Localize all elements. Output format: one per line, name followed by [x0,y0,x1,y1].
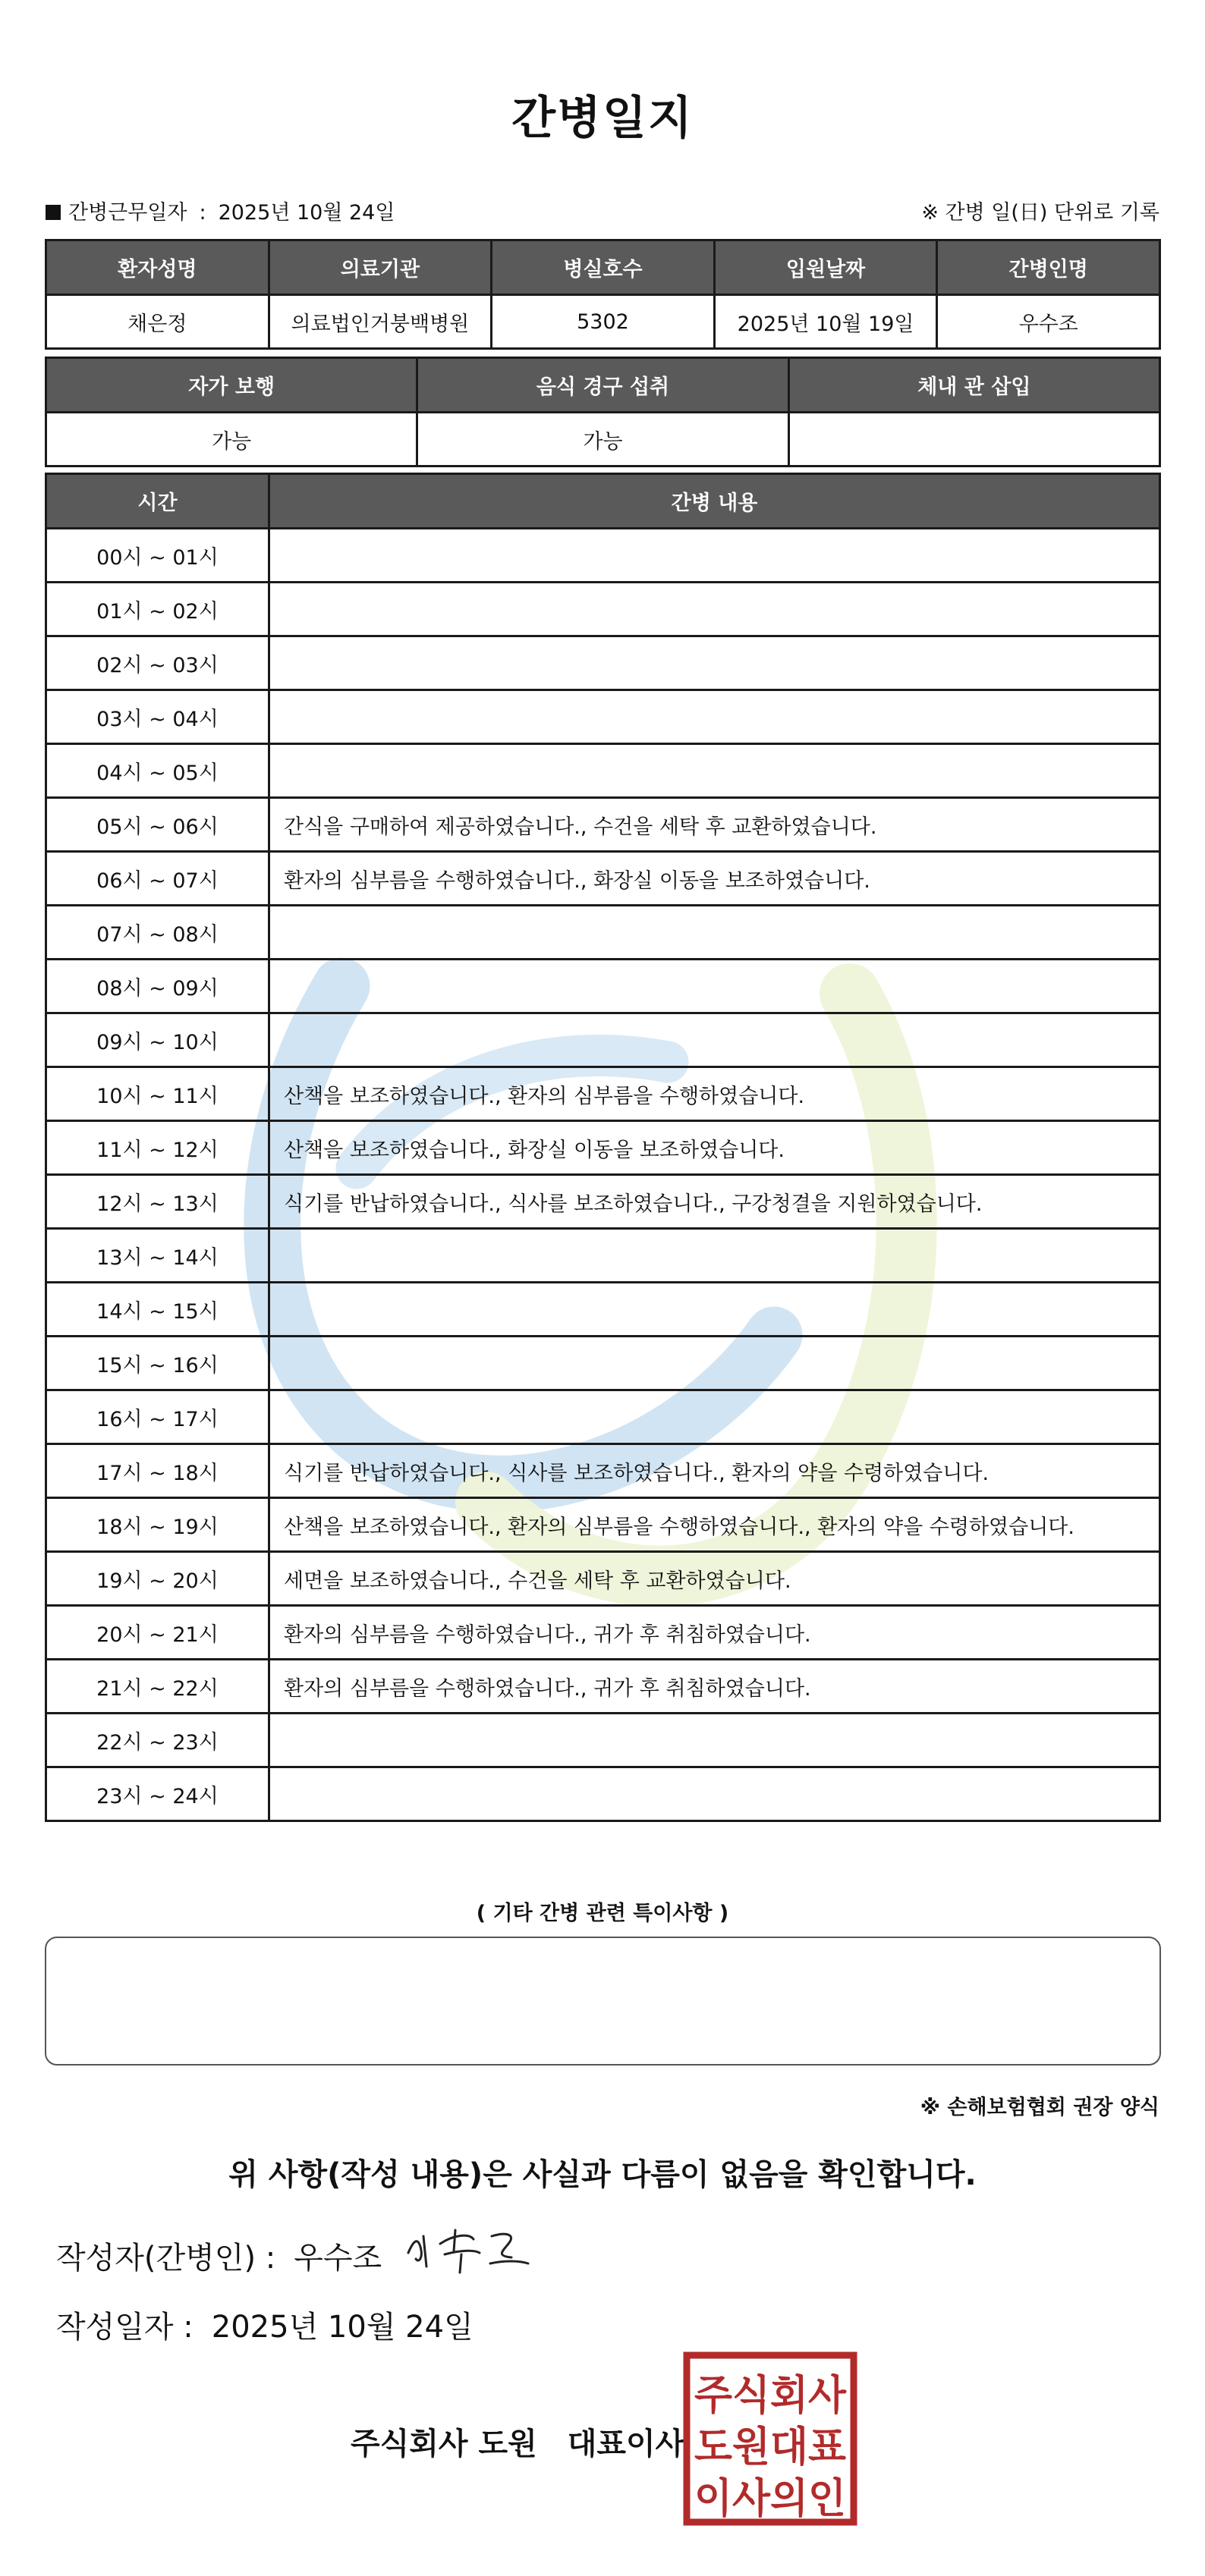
log-time: 05시 ~ 06시 [46,798,269,852]
table-row [46,529,1160,583]
table-row [46,1121,1160,1175]
log-content: 산책을 보조하였습니다., 환자의 심부름을 수행하였습니다. [269,1067,1160,1121]
tube-insertion [788,413,1159,467]
square-bullet-icon [46,205,61,220]
log-content [269,1390,1160,1444]
table-row [46,1067,1160,1121]
table-row [46,690,1160,744]
work-date-value: 2025년 10월 24일 [218,201,395,225]
log-time: 13시 ~ 14시 [46,1229,269,1283]
log-content: 세면을 보조하였습니다., 수건을 세탁 후 교환하였습니다. [269,1552,1160,1606]
log-content [269,1337,1160,1390]
written-date-label: 작성일자 : [56,2310,193,2345]
table-row [46,1660,1160,1714]
company-seal-stamp [683,2351,857,2526]
log-time: 09시 ~ 10시 [46,1013,269,1067]
table-row [46,1606,1160,1660]
written-date-value: 2025년 10월 24일 [211,2310,474,2345]
header-tube-insertion: 체내 관 삽입 [788,358,1159,413]
log-time: 08시 ~ 09시 [46,960,269,1013]
table-row [46,798,1160,852]
table-row [46,1767,1160,1821]
log-content [269,1767,1160,1821]
log-time: 10시 ~ 11시 [46,1067,269,1121]
log-content: 산책을 보조하였습니다., 환자의 심부름을 수행하였습니다., 환자의 약을 수령하였습니다. [269,1498,1160,1552]
company-line [351,2420,684,2463]
record-unit-note: ※ 간병 일(日) 단위로 기록 [921,201,1159,225]
table-header-row [46,240,1160,295]
table-row [46,1175,1160,1229]
table-row [46,960,1160,1013]
table-row [46,295,1160,349]
log-content [269,1714,1160,1767]
log-time: 14시 ~ 15시 [46,1283,269,1337]
header-care-content: 간병 내용 [269,474,1160,529]
log-content: 산책을 보조하였습니다., 화장실 이동을 보조하였습니다. [269,1121,1160,1175]
work-date-separator: : [199,201,206,225]
header-oral-intake: 음식 경구 섭취 [417,358,788,413]
log-content [269,1229,1160,1283]
special-notes-title: ( 기타 간병 관련 특이사항 ) [476,1902,729,1925]
log-time: 07시 ~ 08시 [46,906,269,960]
table-row [46,1498,1160,1552]
log-content [269,529,1160,583]
log-time: 19시 ~ 20시 [46,1552,269,1606]
log-content: 식기를 반납하였습니다., 식사를 보조하였습니다., 구강청결을 지원하였습니다. [269,1175,1160,1229]
log-time: 12시 ~ 13시 [46,1175,269,1229]
header-caregiver-name: 간병인명 [937,240,1160,295]
hospital: 의료법인거붕백병원 [269,295,492,349]
log-time: 00시 ~ 01시 [46,529,269,583]
log-content [269,583,1160,636]
header-self-walking: 자가 보행 [46,358,417,413]
log-time: 18시 ~ 19시 [46,1498,269,1552]
log-time: 02시 ~ 03시 [46,636,269,690]
log-time: 17시 ~ 18시 [46,1444,269,1498]
table-row [46,1337,1160,1390]
log-content: 환자의 심부름을 수행하였습니다., 화장실 이동을 보조하였습니다. [269,852,1160,906]
log-time: 15시 ~ 16시 [46,1337,269,1390]
work-date-label: 간병근무일자 [68,201,187,225]
table-header-row [46,358,1160,413]
header-time: 시간 [46,474,269,529]
log-content: 환자의 심부름을 수행하였습니다., 귀가 후 취침하였습니다. [269,1606,1160,1660]
table-header-row [46,474,1160,529]
room-number: 5302 [492,295,715,349]
writer-line [56,2234,382,2277]
company-name: 주식회사 도원 [351,2427,537,2461]
confirmation-statement: 위 사항(작성 내용)은 사실과 다름이 없음을 확인합니다. [228,2157,977,2192]
table-row [46,413,1160,467]
table-row [46,636,1160,690]
seal-line-2: 도원대표 [694,2423,846,2471]
log-time: 11시 ~ 12시 [46,1121,269,1175]
table-row [46,906,1160,960]
recommendation-note: ※ 손해보험협회 권장 양식 [920,2096,1159,2119]
table-row [46,583,1160,636]
log-time: 04시 ~ 05시 [46,744,269,798]
admission-date: 2025년 10월 19일 [714,295,937,349]
header-hospital: 의료기관 [269,240,492,295]
log-time: 21시 ~ 22시 [46,1660,269,1714]
table-row [46,1390,1160,1444]
header-room-number: 병실호수 [492,240,715,295]
caregiver-name: 우수조 [937,295,1160,349]
table-row [46,1444,1160,1498]
log-content [269,906,1160,960]
log-time: 01시 ~ 02시 [46,583,269,636]
log-time: 16시 ~ 17시 [46,1390,269,1444]
table-row [46,744,1160,798]
log-time: 22시 ~ 23시 [46,1714,269,1767]
log-content [269,1283,1160,1337]
table-row [46,1229,1160,1283]
log-content [269,1013,1160,1067]
writer-label: 작성자(간병인) : [56,2241,276,2276]
care-log-table [45,473,1161,1822]
handwritten-signature [401,2213,537,2282]
table-row [46,1714,1160,1767]
patient-name: 채은정 [46,295,269,349]
oral-intake: 가능 [417,413,788,467]
log-time: 23시 ~ 24시 [46,1767,269,1821]
table-row [46,1552,1160,1606]
log-content [269,744,1160,798]
table-row [46,1013,1160,1067]
table-row [46,852,1160,906]
patient-info-table [45,239,1161,350]
log-content [269,960,1160,1013]
log-content [269,690,1160,744]
log-content [269,636,1160,690]
writer-name: 우수조 [294,2241,382,2276]
header-patient-name: 환자성명 [46,240,269,295]
log-content: 간식을 구매하여 제공하였습니다., 수건을 세탁 후 교환하였습니다. [269,798,1160,852]
self-walking: 가능 [46,413,417,467]
special-notes-box [45,1937,1161,2066]
log-time: 20시 ~ 21시 [46,1606,269,1660]
written-date-line [56,2303,474,2346]
seal-line-3: 이사의인 [694,2474,846,2522]
seal-line-1: 주식회사 [694,2371,847,2419]
company-rep: 대표이사 [567,2427,685,2461]
patient-status-table [45,357,1161,467]
log-content: 식기를 반납하였습니다., 식사를 보조하였습니다., 환자의 약을 수령하였습니다. [269,1444,1160,1498]
log-time: 03시 ~ 04시 [46,690,269,744]
table-row [46,1283,1160,1337]
log-content: 환자의 심부름을 수행하였습니다., 귀가 후 취침하였습니다. [269,1660,1160,1714]
log-time: 06시 ~ 07시 [46,852,269,906]
page-title: 간병일지 [511,92,694,145]
header-admission-date: 입원날짜 [714,240,937,295]
work-date [46,196,395,225]
